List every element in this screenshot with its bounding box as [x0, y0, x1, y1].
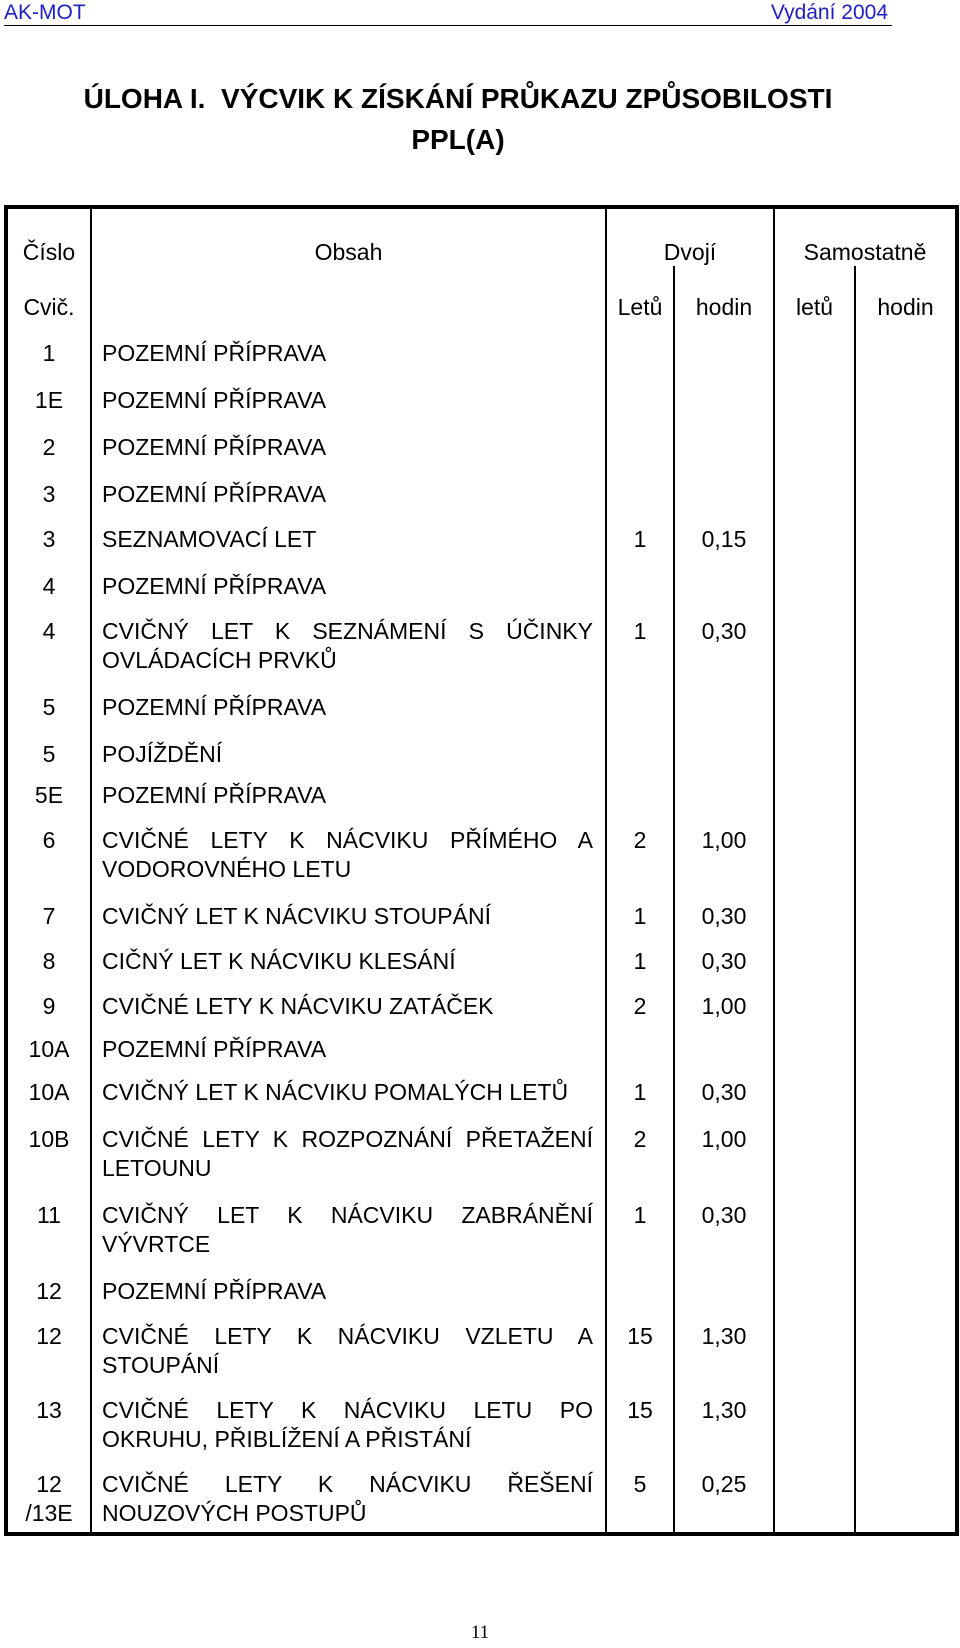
table-row	[6, 321, 957, 368]
row-dual-hours-text: 1,30	[701, 1397, 747, 1423]
row-solo-hours	[855, 1064, 957, 1107]
row-content	[91, 769, 606, 810]
row-number	[6, 509, 91, 554]
row-number	[6, 462, 91, 509]
row-solo-flights	[774, 1064, 855, 1107]
row-dual-flights	[606, 1064, 674, 1107]
row-solo-hours	[855, 1107, 957, 1183]
table-row	[6, 509, 957, 554]
row-dual-flights	[606, 1107, 674, 1183]
row-dual-flights	[606, 368, 674, 415]
row-solo-hours	[855, 722, 957, 769]
row-content	[91, 1380, 606, 1454]
row-dual-hours	[674, 321, 774, 368]
row-dual-hours-text: 1,00	[701, 1126, 747, 1152]
row-dual-hours	[674, 1183, 774, 1259]
row-number	[6, 810, 91, 884]
table-row	[6, 415, 957, 462]
row-solo-flights	[774, 1306, 855, 1380]
row-solo-flights	[774, 931, 855, 976]
row-solo-hours	[855, 554, 957, 601]
row-number-text: 1	[42, 340, 56, 366]
row-dual-hours	[674, 1021, 774, 1064]
row-number	[6, 1064, 91, 1107]
row-content	[91, 368, 606, 415]
row-content	[91, 1259, 606, 1306]
table-header-row-2	[6, 266, 957, 321]
row-content-text: CVIČNÉ LETY K NÁCVIKU LETU PO OKRUHU, PŘIBLÍŽENÍ A PŘISTÁNÍ	[102, 1397, 593, 1452]
row-solo-hours	[855, 675, 957, 722]
row-solo-hours	[855, 1380, 957, 1454]
row-dual-hours-text: 0,30	[701, 618, 747, 644]
row-content	[91, 462, 606, 509]
row-content-text: POZEMNÍ PŘÍPRAVA	[102, 694, 327, 720]
row-solo-hours	[855, 976, 957, 1021]
row-content	[91, 810, 606, 884]
row-solo-hours	[855, 509, 957, 554]
row-content-text: POZEMNÍ PŘÍPRAVA	[102, 387, 327, 413]
row-dual-hours	[674, 601, 774, 675]
row-dual-hours-text: 0,30	[701, 1079, 747, 1105]
table-row	[6, 1380, 957, 1454]
row-dual-flights-text: 1	[633, 618, 647, 644]
row-content	[91, 722, 606, 769]
running-header	[0, 0, 960, 26]
row-dual-hours	[674, 722, 774, 769]
row-number-text: 12	[36, 1278, 62, 1304]
row-dual-hours-text: 1,00	[701, 827, 747, 853]
row-content-text: CVIČNÝ LET K NÁCVIKU STOUPÁNÍ	[102, 903, 491, 929]
row-solo-flights	[774, 601, 855, 675]
row-number-text: 7	[42, 903, 56, 929]
row-dual-flights	[606, 976, 674, 1021]
row-solo-hours	[855, 1454, 957, 1534]
row-dual-flights-text: 2	[633, 993, 647, 1019]
row-dual-hours	[674, 931, 774, 976]
row-solo-flights	[774, 1380, 855, 1454]
row-number	[6, 1183, 91, 1259]
row-number-text: 3	[42, 526, 56, 552]
row-content	[91, 321, 606, 368]
row-dual-flights	[606, 1454, 674, 1534]
row-dual-flights	[606, 931, 674, 976]
row-solo-hours	[855, 1259, 957, 1306]
row-dual-flights	[606, 1380, 674, 1454]
row-content-text: CIČNÝ LET K NÁCVIKU KLESÁNÍ	[102, 948, 456, 974]
row-dual-flights	[606, 415, 674, 462]
header-rule	[4, 25, 892, 26]
row-number	[6, 976, 91, 1021]
header-dual: Dvojí	[606, 207, 774, 266]
row-solo-flights	[774, 321, 855, 368]
row-content-text: POZEMNÍ PŘÍPRAVA	[102, 1036, 327, 1062]
row-number	[6, 601, 91, 675]
row-dual-hours	[674, 1064, 774, 1107]
row-number-text: 10A	[28, 1079, 70, 1105]
row-dual-flights	[606, 1306, 674, 1380]
header-content: Obsah	[91, 207, 606, 266]
table-row	[6, 1454, 957, 1534]
row-solo-flights	[774, 884, 855, 931]
table-row	[6, 769, 957, 810]
header-exercise: Cvič.	[6, 266, 91, 321]
row-dual-flights-text: 15	[627, 1397, 653, 1423]
row-number	[6, 368, 91, 415]
row-number-text: 4	[42, 573, 56, 599]
table-row	[6, 722, 957, 769]
header-org: AK-MOT	[4, 1, 86, 24]
row-solo-hours	[855, 810, 957, 884]
row-content	[91, 1183, 606, 1259]
row-dual-flights-text: 2	[633, 1126, 647, 1152]
row-content-text: POZEMNÍ PŘÍPRAVA	[102, 1278, 327, 1304]
row-solo-hours	[855, 321, 957, 368]
row-number	[6, 722, 91, 769]
row-dual-hours-text: 0,30	[701, 948, 747, 974]
row-solo-flights	[774, 769, 855, 810]
page-number: 11	[470, 1622, 490, 1643]
row-content	[91, 1454, 606, 1534]
row-number-text: 4	[42, 618, 56, 644]
row-dual-hours	[674, 769, 774, 810]
row-solo-flights	[774, 554, 855, 601]
row-solo-flights	[774, 1183, 855, 1259]
row-solo-flights	[774, 1454, 855, 1534]
row-content	[91, 601, 606, 675]
row-number-text: 6	[42, 827, 56, 853]
row-content-text: POZEMNÍ PŘÍPRAVA	[102, 481, 327, 507]
row-number-text: 5	[42, 694, 56, 720]
row-solo-hours	[855, 462, 957, 509]
table-row	[6, 931, 957, 976]
table-header-row-1	[6, 207, 957, 266]
row-content	[91, 1107, 606, 1183]
row-content-text: CVIČNÝ LET K NÁCVIKU ZABRÁNĚNÍ VÝVRTCE	[102, 1202, 593, 1257]
row-dual-flights-text: 15	[627, 1323, 653, 1349]
row-content	[91, 675, 606, 722]
row-number	[6, 1021, 91, 1064]
header-solo-hours: hodin	[877, 294, 934, 320]
row-dual-flights	[606, 769, 674, 810]
row-number-text: 2	[42, 434, 56, 460]
row-solo-hours	[855, 368, 957, 415]
row-dual-flights	[606, 554, 674, 601]
syllabus-table	[4, 205, 959, 1536]
header-number: Číslo	[6, 207, 91, 266]
row-content-text: POJÍŽDĚNÍ	[102, 741, 223, 767]
row-dual-flights	[606, 509, 674, 554]
row-number	[6, 931, 91, 976]
row-solo-hours	[855, 1183, 957, 1259]
row-content	[91, 415, 606, 462]
row-dual-hours-text: 0,30	[701, 1202, 747, 1228]
row-number-text: 1E	[34, 387, 64, 413]
row-dual-flights-text: 1	[633, 1079, 647, 1105]
row-dual-hours-text: 0,30	[701, 903, 747, 929]
row-content-text: CVIČNÉ LETY K NÁCVIKU ŘEŠENÍ NOUZOVÝCH POSTUPŮ	[102, 1471, 593, 1526]
row-dual-hours	[674, 415, 774, 462]
row-dual-hours	[674, 509, 774, 554]
row-solo-flights	[774, 509, 855, 554]
table-row	[6, 1183, 957, 1259]
row-number-text: 10B	[28, 1126, 70, 1152]
row-content-text: POZEMNÍ PŘÍPRAVA	[102, 573, 327, 599]
table-row	[6, 601, 957, 675]
row-dual-hours	[674, 1380, 774, 1454]
row-number-text: 5E	[34, 782, 64, 808]
table-row	[6, 810, 957, 884]
row-dual-hours	[674, 1259, 774, 1306]
row-dual-hours-text: 0,15	[701, 526, 747, 552]
table-row	[6, 1064, 957, 1107]
row-dual-flights-text: 1	[633, 948, 647, 974]
row-dual-hours	[674, 810, 774, 884]
row-dual-hours-text: 1,00	[701, 993, 747, 1019]
row-content	[91, 1021, 606, 1064]
header-solo-flights: letů	[774, 266, 855, 321]
row-dual-flights	[606, 810, 674, 884]
row-solo-hours	[855, 601, 957, 675]
header-dual-flights: Letů	[606, 266, 674, 321]
row-number-text: 9	[42, 993, 56, 1019]
row-number	[6, 769, 91, 810]
row-content-text: POZEMNÍ PŘÍPRAVA	[102, 434, 327, 460]
row-number-text: 3	[42, 481, 56, 507]
table-row	[6, 462, 957, 509]
row-content-text: CVIČNÝ LET K SEZNÁMENÍ S ÚČINKY OVLÁDACÍCH PRVKŮ	[102, 618, 593, 673]
row-solo-flights	[774, 1107, 855, 1183]
row-dual-flights	[606, 1183, 674, 1259]
table-row	[6, 1259, 957, 1306]
row-solo-hours	[855, 931, 957, 976]
header-edition: Vydání 2004	[770, 1, 888, 24]
row-content	[91, 509, 606, 554]
row-dual-flights	[606, 601, 674, 675]
table-row	[6, 1021, 957, 1064]
row-number-text: 12	[36, 1323, 62, 1349]
row-dual-hours	[674, 1306, 774, 1380]
row-solo-flights	[774, 368, 855, 415]
row-content	[91, 976, 606, 1021]
table-row	[6, 1107, 957, 1183]
row-dual-hours	[674, 368, 774, 415]
row-content	[91, 884, 606, 931]
row-content-text: CVIČNÉ LETY K NÁCVIKU PŘÍMÉHO A VODOROVNÉHO LETU	[102, 827, 593, 882]
row-dual-flights	[606, 462, 674, 509]
row-content-text: CVIČNÉ LETY K ROZPOZNÁNÍ PŘETAŽENÍ LETOUNU	[102, 1126, 593, 1181]
row-number	[6, 1454, 91, 1534]
row-solo-flights	[774, 810, 855, 884]
row-solo-flights	[774, 415, 855, 462]
row-dual-flights	[606, 1021, 674, 1064]
row-dual-flights-text: 1	[633, 1202, 647, 1228]
row-content-text: CVIČNÉ LETY K NÁCVIKU VZLETU A STOUPÁNÍ	[102, 1323, 593, 1378]
row-number	[6, 554, 91, 601]
row-dual-hours	[674, 976, 774, 1021]
row-number	[6, 1380, 91, 1454]
table-row	[6, 976, 957, 1021]
row-dual-hours	[674, 462, 774, 509]
row-content	[91, 931, 606, 976]
row-content-text: CVIČNÉ LETY K NÁCVIKU ZATÁČEK	[102, 993, 494, 1019]
row-number-text: 13	[36, 1397, 62, 1423]
row-solo-flights	[774, 1021, 855, 1064]
row-dual-hours	[674, 675, 774, 722]
row-content	[91, 554, 606, 601]
row-dual-flights	[606, 722, 674, 769]
row-number	[6, 1306, 91, 1380]
row-content-text: POZEMNÍ PŘÍPRAVA	[102, 340, 327, 366]
row-content-text: POZEMNÍ PŘÍPRAVA	[102, 782, 327, 808]
header-solo: Samostatně	[803, 239, 927, 265]
row-dual-hours	[674, 1454, 774, 1534]
row-number	[6, 1107, 91, 1183]
row-number	[6, 675, 91, 722]
row-number-text: 8	[42, 948, 56, 974]
row-number-text: 12 /13E	[25, 1471, 73, 1526]
row-solo-flights	[774, 1259, 855, 1306]
row-content	[91, 1306, 606, 1380]
row-solo-hours	[855, 1306, 957, 1380]
header-dual-hours: hodin	[674, 266, 774, 321]
row-number-text: 5	[42, 741, 56, 767]
row-dual-flights	[606, 675, 674, 722]
row-dual-flights-text: 1	[633, 526, 647, 552]
row-number	[6, 415, 91, 462]
table-row	[6, 675, 957, 722]
row-number	[6, 884, 91, 931]
row-number-text: 11	[37, 1202, 61, 1228]
row-solo-hours	[855, 1021, 957, 1064]
page-title	[58, 78, 858, 160]
table-row	[6, 1306, 957, 1380]
row-dual-flights	[606, 321, 674, 368]
row-solo-hours	[855, 769, 957, 810]
row-number	[6, 1259, 91, 1306]
row-dual-flights-text: 1	[633, 903, 647, 929]
row-number	[6, 321, 91, 368]
row-solo-flights	[774, 462, 855, 509]
table-row	[6, 368, 957, 415]
row-solo-hours	[855, 415, 957, 462]
row-dual-hours	[674, 554, 774, 601]
row-dual-hours	[674, 1107, 774, 1183]
title-line-2: PPL(A)	[411, 124, 505, 155]
table-row	[6, 554, 957, 601]
header-content-empty	[91, 266, 606, 321]
row-solo-flights	[774, 675, 855, 722]
table-row	[6, 884, 957, 931]
row-solo-flights	[774, 976, 855, 1021]
row-content-text: CVIČNÝ LET K NÁCVIKU POMALÝCH LETŮ	[102, 1079, 569, 1105]
title-line-1: ÚLOHA I. VÝCVIK K ZÍSKÁNÍ PRŮKAZU ZPŮSOBILOSTI	[83, 83, 833, 114]
row-dual-flights	[606, 884, 674, 931]
row-dual-hours	[674, 884, 774, 931]
row-dual-flights-text: 2	[633, 827, 647, 853]
row-dual-flights	[606, 1259, 674, 1306]
row-dual-hours-text: 0,25	[701, 1471, 747, 1497]
row-content-text: SEZNAMOVACÍ LET	[102, 526, 317, 552]
row-dual-flights-text: 5	[633, 1471, 647, 1497]
row-number-text: 10A	[28, 1036, 70, 1062]
row-solo-flights	[774, 722, 855, 769]
row-solo-hours	[855, 884, 957, 931]
row-dual-hours-text: 1,30	[701, 1323, 747, 1349]
row-content	[91, 1064, 606, 1107]
